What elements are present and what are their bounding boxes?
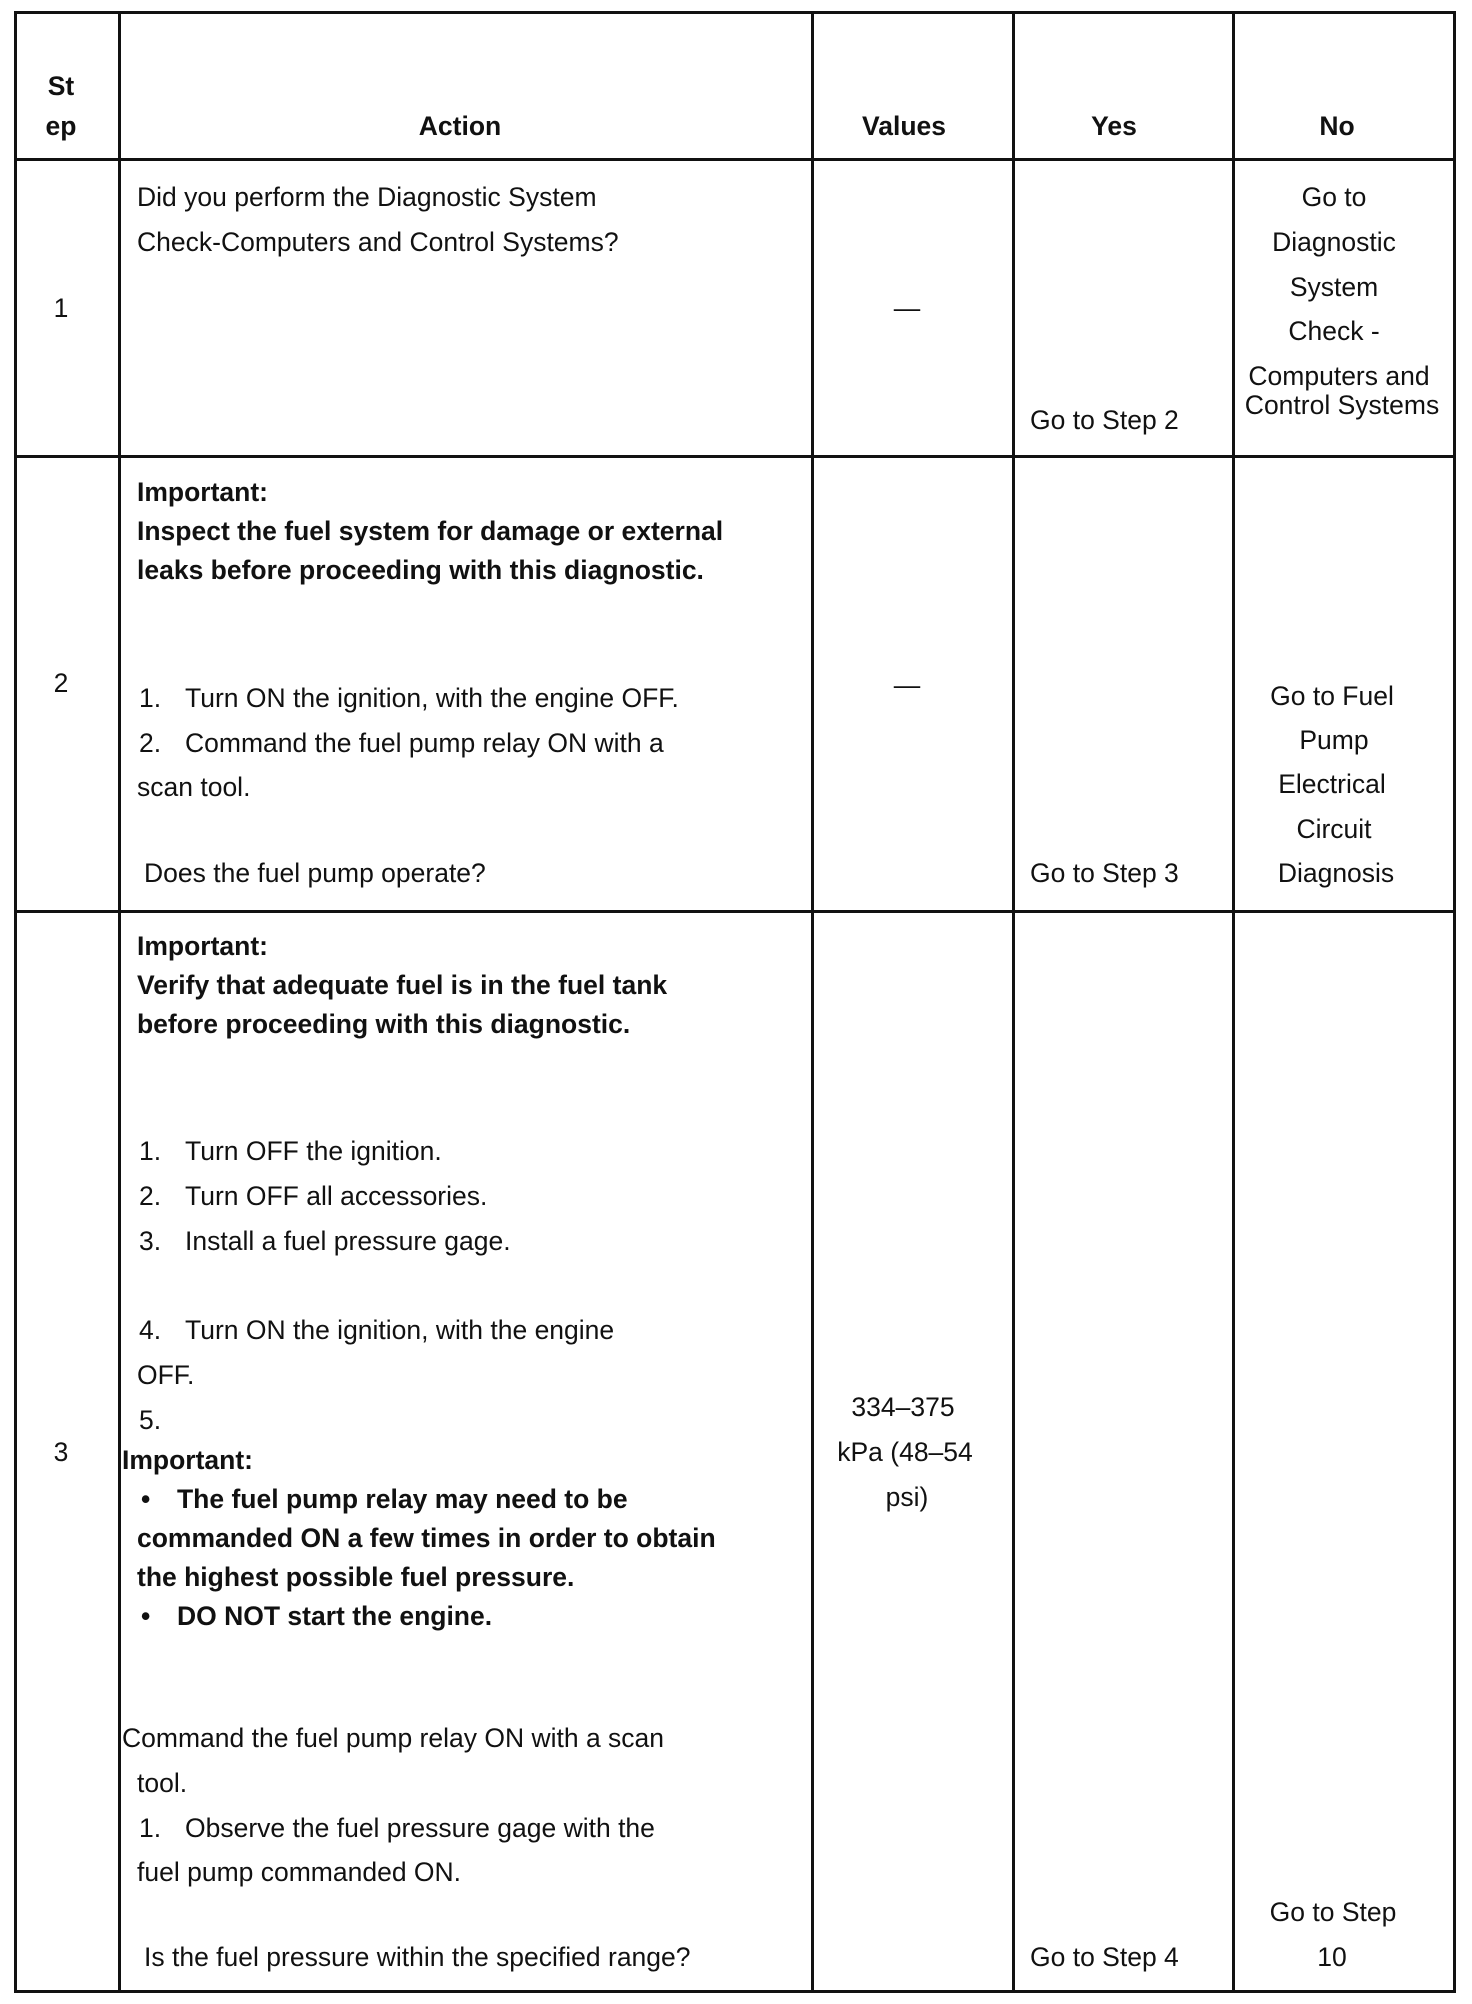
list-item: Install a fuel pressure gage. bbox=[185, 1226, 511, 1256]
table-border-top bbox=[14, 11, 1456, 14]
list-number: 4. bbox=[139, 1315, 162, 1345]
value-range: kPa (48–54 bbox=[837, 1437, 973, 1467]
value-range: 334–375 bbox=[851, 1392, 955, 1422]
list-number: 2. bbox=[139, 1181, 162, 1211]
step-number: 3 bbox=[53, 1437, 69, 1467]
table-border-right bbox=[1453, 11, 1456, 1993]
header-step-line2: ep bbox=[45, 111, 77, 141]
header-yes: Yes bbox=[1091, 111, 1137, 141]
bullet-icon: • bbox=[141, 1484, 151, 1514]
column-divider-values bbox=[1012, 11, 1015, 1993]
list-item: fuel pump commanded ON. bbox=[137, 1857, 462, 1887]
list-item: Turn OFF all accessories. bbox=[185, 1181, 488, 1211]
header-action: Action bbox=[418, 111, 502, 141]
list-number: 1. bbox=[139, 1136, 162, 1166]
no-result: 10 bbox=[1317, 1942, 1347, 1972]
list-number: 3. bbox=[139, 1226, 162, 1256]
no-result: Go to Step bbox=[1269, 1897, 1397, 1927]
list-item: Turn ON the ignition, with the engine bbox=[185, 1315, 615, 1345]
table-border-bottom bbox=[14, 1990, 1456, 1993]
list-item: Observe the fuel pressure gage with the bbox=[185, 1813, 655, 1843]
list-item: Turn OFF the ignition. bbox=[185, 1136, 442, 1166]
bullet-text: commanded ON a few times in order to obtain bbox=[137, 1523, 716, 1553]
header-values: Values bbox=[862, 111, 946, 141]
no-result: Check - bbox=[1288, 316, 1380, 346]
action-text: Did you perform the Diagnostic System bbox=[137, 182, 597, 212]
list-item: Command the fuel pump relay ON with a bbox=[185, 728, 664, 758]
column-divider-action bbox=[811, 11, 814, 1993]
list-item: scan tool. bbox=[137, 772, 251, 802]
no-result: Electrical bbox=[1278, 769, 1386, 799]
yes-result: Go to Step 2 bbox=[1030, 405, 1179, 435]
no-result: Control Systems bbox=[1244, 390, 1440, 420]
important-label: Important: bbox=[137, 931, 269, 961]
column-divider-yes bbox=[1232, 11, 1235, 1993]
important-text: Verify that adequate fuel is in the fuel tank bbox=[137, 970, 668, 1000]
bullet-text: DO NOT start the engine. bbox=[177, 1601, 493, 1631]
no-result: Diagnostic bbox=[1272, 227, 1396, 257]
no-result: Go to bbox=[1301, 182, 1367, 212]
no-result: Pump bbox=[1299, 725, 1369, 755]
list-item: Turn ON the ignition, with the engine OFF. bbox=[185, 683, 679, 713]
value-range: psi) bbox=[885, 1482, 929, 1512]
bullet-text: The fuel pump relay may need to be bbox=[177, 1484, 628, 1514]
list-number: 1. bbox=[139, 1813, 162, 1843]
no-result: Diagnosis bbox=[1277, 858, 1395, 888]
row-divider-1 bbox=[14, 455, 1456, 458]
yes-result: Go to Step 3 bbox=[1030, 858, 1179, 888]
question-text: Is the fuel pressure within the specified range? bbox=[144, 1942, 691, 1972]
important-text: leaks before proceeding with this diagnostic. bbox=[137, 555, 704, 585]
important-text: before proceeding with this diagnostic. bbox=[137, 1009, 631, 1039]
header-no: No bbox=[1319, 111, 1355, 141]
list-number: 1. bbox=[139, 683, 162, 713]
important-label: Important: bbox=[122, 1445, 254, 1475]
bullet-text: the highest possible fuel pressure. bbox=[137, 1562, 575, 1592]
question-text: Does the fuel pump operate? bbox=[144, 858, 486, 888]
no-result: Circuit bbox=[1296, 814, 1372, 844]
important-text: Inspect the fuel system for damage or external bbox=[137, 516, 724, 546]
value-dash: — bbox=[893, 293, 921, 323]
yes-result: Go to Step 4 bbox=[1030, 1942, 1179, 1972]
action-text: Command the fuel pump relay ON with a scan bbox=[122, 1723, 665, 1753]
step-number: 1 bbox=[53, 293, 69, 323]
table-border-left bbox=[14, 11, 17, 1993]
list-item: OFF. bbox=[137, 1360, 195, 1390]
action-text: tool. bbox=[137, 1768, 188, 1798]
header-step-line1: St bbox=[47, 71, 75, 101]
bullet-icon: • bbox=[141, 1601, 151, 1631]
no-result: Computers and bbox=[1248, 361, 1430, 391]
column-divider-step bbox=[118, 11, 121, 1993]
list-number: 5. bbox=[139, 1405, 162, 1435]
step-number: 2 bbox=[53, 668, 69, 698]
row-divider-2 bbox=[14, 910, 1456, 913]
list-number: 2. bbox=[139, 728, 162, 758]
header-divider bbox=[14, 158, 1456, 161]
value-dash: — bbox=[893, 670, 921, 700]
no-result: Go to Fuel bbox=[1270, 681, 1394, 711]
no-result: System bbox=[1289, 272, 1379, 302]
important-label: Important: bbox=[137, 477, 269, 507]
action-text: Check-Computers and Control Systems? bbox=[137, 227, 619, 257]
